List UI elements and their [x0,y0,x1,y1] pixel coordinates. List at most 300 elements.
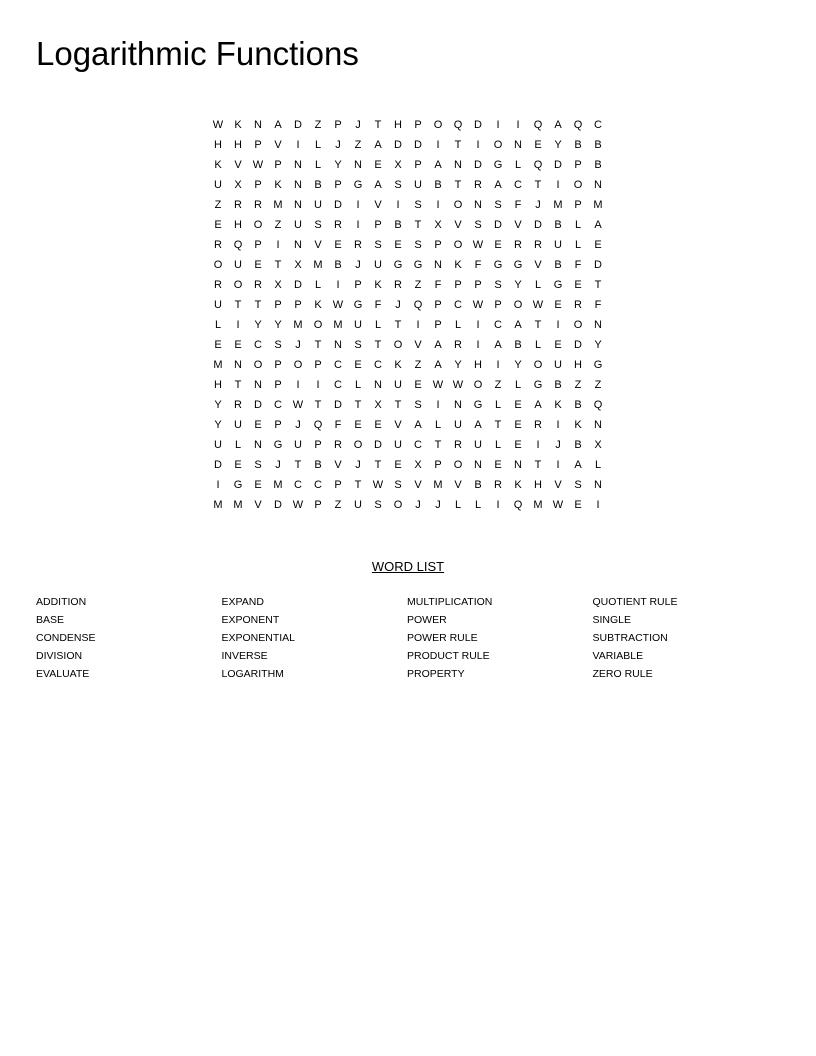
grid-cell: L [434,419,442,431]
grid-cell: L [494,399,502,411]
grid-cell: J [335,139,341,151]
grid-cell: P [434,299,442,311]
grid-cell: D [334,399,342,411]
grid-cell: V [234,159,242,171]
grid-cell: X [414,459,422,471]
grid-cell: G [473,399,483,411]
grid-cell: C [314,479,322,491]
grid-cell: B [554,259,562,271]
grid-cell: U [554,239,562,251]
grid-cell: L [474,499,482,511]
grid-cell: S [414,399,422,411]
grid-cell: F [474,259,482,271]
grid-cell: A [474,419,482,431]
grid-cell: H [214,139,222,151]
grid-cell: O [393,339,403,351]
grid-cell: Z [414,279,422,291]
word-list-heading: WORD LIST [371,559,445,574]
grid-cell: G [593,359,603,371]
word-list-item: BASE [36,614,65,626]
grid-cell: T [374,459,382,471]
grid-cell: C [494,319,502,331]
grid-cell: H [394,119,402,131]
grid-cell: L [354,379,362,391]
grid-cell: D [294,119,302,131]
word-list-item: PRODUCT RULE [407,650,490,662]
grid-cell: M [313,259,323,271]
grid-cell: V [514,219,522,231]
grid-cell: L [314,279,322,291]
grid-cell: L [494,439,502,451]
grid-cell: E [334,239,342,251]
grid-cell: A [434,359,442,371]
grid-cell: V [454,479,462,491]
grid-cell: U [234,419,242,431]
grid-cell: J [355,259,361,271]
grid-cell: B [314,459,322,471]
grid-cell: U [214,299,222,311]
grid-cell: K [514,479,522,491]
grid-cell: C [274,399,282,411]
word-list-item: POWER [407,614,447,626]
grid-cell: R [454,339,462,351]
word-list-item: ADDITION [36,596,87,608]
grid-cell: M [273,479,283,491]
grid-cell: T [234,379,242,391]
grid-cell: O [313,319,323,331]
grid-cell: J [435,499,441,511]
grid-row [208,275,608,295]
grid-cell: D [474,159,482,171]
grid-cell: N [514,459,522,471]
grid-cell: R [234,199,242,211]
grid-cell: K [394,359,402,371]
grid-cell: I [436,139,440,151]
grid-cell: Z [354,139,362,151]
grid-cell: L [454,499,462,511]
grid-cell: P [334,479,342,491]
grid-cell: L [514,379,522,391]
grid-cell: R [214,239,222,251]
grid-cell: N [474,199,482,211]
grid-cell: Z [414,359,422,371]
grid-cell: O [473,379,483,391]
grid-cell: I [516,119,520,131]
grid-cell: R [534,419,542,431]
grid-cell: B [574,399,582,411]
grid-cell: Y [214,419,222,431]
grid-cell: T [354,479,362,491]
grid-cell: F [334,419,342,431]
grid-cell: Y [514,359,522,371]
word-list-item: PROPERTY [407,668,465,680]
grid-cell: S [374,499,382,511]
grid-row [208,455,608,475]
grid-cell: J [355,459,361,471]
grid-cell: M [533,499,543,511]
grid-cell: N [594,319,602,331]
grid-cell: I [436,399,440,411]
grid-cell: C [514,179,522,191]
grid-cell: M [293,319,303,331]
grid-cell: J [295,339,301,351]
grid-cell: Z [594,379,602,391]
grid-cell: Y [594,339,602,351]
grid-cell: E [374,159,382,171]
grid-row [208,435,608,455]
grid-cell: L [574,239,582,251]
grid-cell: C [294,479,302,491]
grid-cell: S [354,339,362,351]
grid-cell: J [395,299,401,311]
grid-cell: N [474,459,482,471]
grid-cell: P [314,439,322,451]
page-title: Logarithmic Functions [36,35,359,72]
grid-cell: Q [233,239,243,251]
grid-cell: J [415,499,421,511]
grid-cell: U [394,439,402,451]
grid-cell: Y [214,399,222,411]
grid-cell: X [234,179,242,191]
grid-cell: T [534,179,542,191]
grid-cell: G [353,179,363,191]
grid-cell: Q [413,299,423,311]
grid-cell: G [273,439,283,451]
grid-row [208,375,608,395]
grid-cell: G [493,159,503,171]
grid-cell: T [394,319,402,331]
grid-cell: W [252,159,264,171]
grid-cell: M [213,359,223,371]
grid-cell: X [294,259,302,271]
grid-cell: T [454,139,462,151]
grid-cell: O [213,259,223,271]
grid-cell: I [316,379,320,391]
grid-cell: B [514,339,522,351]
grid-cell: L [234,439,242,451]
grid-cell: D [294,279,302,291]
grid-cell: K [314,299,322,311]
grid-cell: M [273,199,283,211]
grid-cell: L [514,159,522,171]
grid-cell: D [334,199,342,211]
word-list-item: POWER RULE [407,632,478,644]
grid-cell: O [453,239,463,251]
grid-row [208,415,608,435]
grid-cell: B [394,219,402,231]
grid-cell: T [534,319,542,331]
grid-cell: A [554,119,562,131]
grid-cell: H [474,359,482,371]
grid-row [208,315,608,335]
grid-cell: P [294,299,302,311]
grid-cell: L [314,159,322,171]
grid-cell: R [454,439,462,451]
grid-cell: D [394,139,402,151]
grid-cell: B [574,439,582,451]
word-list-item: CONDENSE [36,632,96,644]
grid-cell: B [554,379,562,391]
grid-cell: E [574,499,582,511]
grid-cell: J [555,439,561,451]
grid-cell: E [354,419,362,431]
grid-cell: N [354,159,362,171]
grid-cell: N [294,239,302,251]
grid-cell: Y [334,159,342,171]
grid-cell: B [314,179,322,191]
grid-cell: S [394,179,402,191]
grid-cell: W [452,379,464,391]
grid-cell: H [214,379,222,391]
grid-cell: W [532,299,544,311]
grid-cell: R [494,479,502,491]
grid-cell: P [354,279,362,291]
grid-cell: C [254,339,262,351]
grid-cell: U [394,379,402,391]
grid-cell: Y [514,279,522,291]
grid-cell: T [234,299,242,311]
grid-cell: R [334,439,342,451]
grid-cell: P [574,199,582,211]
grid-cell: K [374,279,382,291]
grid-cell: X [434,219,442,231]
grid-cell: C [334,379,342,391]
grid-cell: E [214,339,222,351]
grid-cell: S [254,459,262,471]
grid-cell: E [214,219,222,231]
grid-cell: L [534,279,542,291]
grid-cell: C [454,299,462,311]
grid-cell: H [234,219,242,231]
grid-cell: P [254,239,262,251]
grid-cell: N [254,439,262,451]
grid-cell: V [454,219,462,231]
grid-cell: G [493,259,503,271]
grid-cell: E [394,239,402,251]
grid-cell: T [374,339,382,351]
grid-cell: I [476,339,480,351]
grid-cell: Q [453,119,463,131]
grid-cell: P [274,359,282,371]
grid-cell: Y [554,139,562,151]
grid-cell: T [354,399,362,411]
grid-cell: O [513,299,523,311]
grid-cell: S [414,199,422,211]
grid-cell: I [556,419,560,431]
grid-cell: S [394,479,402,491]
grid-cell: Q [533,159,543,171]
grid-cell: K [574,419,582,431]
grid-cell: U [294,439,302,451]
grid-cell: I [336,279,340,291]
grid-cell: A [434,339,442,351]
grid-cell: Q [573,119,583,131]
grid-cell: T [274,259,282,271]
grid-cell: H [234,139,242,151]
grid-cell: E [254,259,262,271]
grid-cell: I [496,119,500,131]
grid-row [208,175,608,195]
grid-cell: K [274,179,282,191]
grid-cell: G [413,259,423,271]
grid-cell: R [254,199,262,211]
grid-cell: O [293,359,303,371]
grid-cell: E [254,479,262,491]
grid-cell: F [594,299,602,311]
grid-cell: C [594,119,602,131]
word-list-item: DIVISION [36,650,83,662]
grid-cell: V [314,239,322,251]
grid-cell: A [434,159,442,171]
grid-cell: E [534,139,542,151]
grid-cell: I [556,459,560,471]
grid-cell: D [594,259,602,271]
grid-cell: Q [313,419,323,431]
grid-cell: X [274,279,282,291]
grid-cell: P [414,119,422,131]
grid-cell: I [276,239,280,251]
grid-cell: P [454,279,462,291]
grid-cell: I [356,199,360,211]
word-list [36,593,780,683]
grid-cell: O [233,279,243,291]
grid-cell: L [214,319,222,331]
grid-cell: T [254,299,262,311]
grid-cell: B [434,179,442,191]
grid-cell: B [594,159,602,171]
grid-cell: S [494,279,502,291]
grid-cell: U [414,179,422,191]
grid-cell: P [434,459,442,471]
grid-cell: N [254,379,262,391]
grid-cell: E [234,339,242,351]
grid-cell: D [414,139,422,151]
grid-cell: K [454,259,462,271]
grid-cell: P [334,119,342,131]
grid-cell: W [372,479,384,491]
grid-cell: O [573,319,583,331]
word-list-item: EVALUATE [36,668,90,680]
grid-cell: G [353,299,363,311]
grid-cell: A [274,119,282,131]
grid-cell: T [434,439,442,451]
grid-cell: V [554,479,562,491]
grid-cell: B [474,479,482,491]
grid-cell: P [334,179,342,191]
grid-cell: M [333,319,343,331]
grid-row [208,195,608,215]
grid-cell: I [476,139,480,151]
grid-cell: A [534,399,542,411]
grid-cell: O [453,199,463,211]
grid-cell: P [374,219,382,231]
grid-cell: E [414,379,422,391]
word-list-item: SINGLE [592,614,632,626]
grid-cell: I [536,439,540,451]
grid-cell: A [494,179,502,191]
grid-cell: T [394,399,402,411]
grid-cell: N [374,379,382,391]
grid-cell: Q [593,399,603,411]
grid-cell: O [493,139,503,151]
grid-cell: G [553,279,563,291]
grid-cell: T [374,119,382,131]
grid-cell: I [596,499,600,511]
grid-cell: L [314,139,322,151]
grid-cell: C [414,439,422,451]
grid-row [208,355,608,375]
grid-cell: E [574,279,582,291]
grid-cell: D [214,459,222,471]
grid-row [208,495,608,515]
grid-cell: T [454,179,462,191]
grid-cell: J [295,419,301,431]
grid-cell: Z [314,119,322,131]
grid-cell: T [294,459,302,471]
grid-cell: D [374,439,382,451]
grid-cell: M [213,499,223,511]
grid-cell: J [355,119,361,131]
grid-cell: U [314,199,322,211]
grid-row [208,215,608,235]
grid-cell: Y [454,359,462,371]
grid-cell: P [274,379,282,391]
grid-cell: N [254,119,262,131]
grid-cell: O [573,179,583,191]
grid-cell: I [396,199,400,211]
grid-cell: A [514,319,522,331]
grid-cell: Q [533,119,543,131]
grid-cell: O [253,219,263,231]
grid-cell: N [594,419,602,431]
grid-cell: Z [334,499,342,511]
grid-cell: E [494,239,502,251]
grid-cell: W [472,239,484,251]
grid-cell: R [574,299,582,311]
grid-cell: I [236,319,240,331]
grid-cell: M [433,479,443,491]
grid-cell: E [354,359,362,371]
grid-cell: Y [274,319,282,331]
grid-cell: V [394,419,402,431]
grid-cell: Q [513,499,523,511]
grid-cell: S [374,239,382,251]
grid-cell: E [514,399,522,411]
grid-cell: I [356,219,360,231]
grid-cell: H [574,359,582,371]
grid-cell: A [494,339,502,351]
grid-cell: R [394,279,402,291]
grid-cell: V [414,479,422,491]
grid-cell: B [334,259,342,271]
grid-cell: I [296,379,300,391]
grid-cell: R [254,279,262,291]
grid-cell: U [294,219,302,231]
grid-cell: R [234,399,242,411]
grid-cell: E [554,299,562,311]
grid-cell: D [494,219,502,231]
grid-cell: N [234,359,242,371]
grid-cell: B [554,219,562,231]
grid-cell: S [314,219,322,231]
grid-cell: R [214,279,222,291]
grid-cell: P [494,299,502,311]
grid-cell: D [574,339,582,351]
grid-cell: G [233,479,243,491]
grid-cell: I [436,199,440,211]
grid-cell: I [496,359,500,371]
grid-row [208,475,608,495]
